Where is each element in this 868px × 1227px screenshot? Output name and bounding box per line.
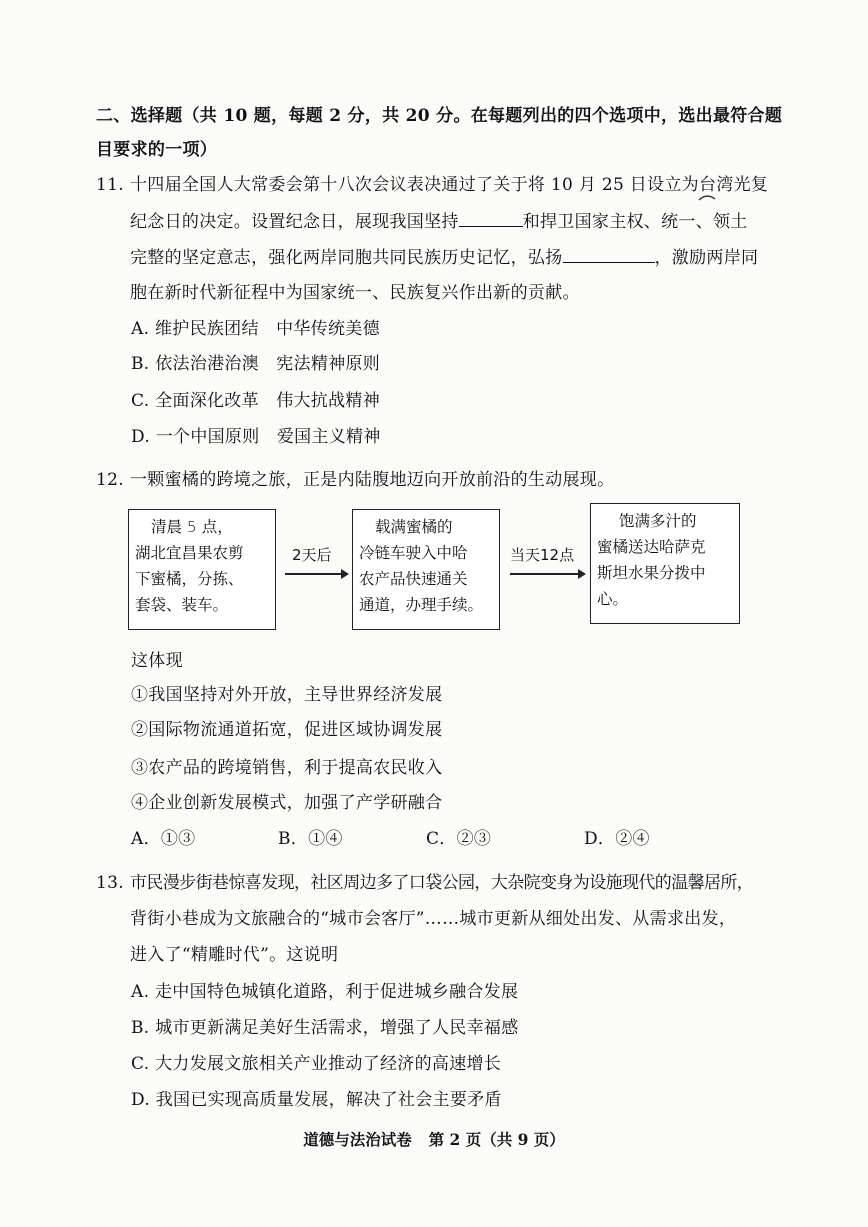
q12-option-b[interactable]: B．①④ [278, 829, 343, 849]
q11-stem-line4: 胞在新时代新征程中为国家统一、民族复兴作出新的贡献。 [130, 283, 580, 303]
flow-box-2-line: 冷链车驶入中哈 [359, 544, 468, 562]
q11-stem-line3: 完整的坚定意志，强化两岸同胞共同民族历史记忆，弘扬 ，激励两岸同 [130, 248, 759, 268]
q11-stem-line1: 十四届全国人大常委会第十八次会议表决通过了关于将 10 月 25 日设立为台 湾光复 [130, 174, 768, 196]
flow-box-2-line: 通道，办理手续。 [359, 596, 484, 614]
q12-option-d[interactable]: D．②④ [584, 829, 650, 849]
flow-box-3-line: 饱满多汁的 [619, 512, 697, 530]
flow-box-1-line: 清晨 5 点， [151, 518, 233, 536]
flow-box-3-line: 蜜橘送达哈萨克 [597, 538, 706, 556]
handwritten-mark: 台 [699, 174, 716, 196]
q13-option-d[interactable]: D. 我国已实现高质量发展，解决了社会主要矛盾 [131, 1090, 502, 1110]
q11-number: 11. [96, 175, 124, 195]
q12-lead: 这体现 [131, 651, 183, 671]
flow-arrow-2 [510, 573, 584, 575]
flow-box-1 [128, 509, 276, 630]
q12-statement-3: ③农产品的跨境销售，利于提高农民收入 [131, 758, 443, 778]
flow-box-2-line: 载满蜜橘的 [375, 518, 453, 536]
q12-number: 12. [96, 470, 124, 490]
footer-page-number: 第 2 页（共 9 页） [428, 1130, 565, 1149]
q13-option-a[interactable]: A. 走中国特色城镇化道路，利于促进城乡融合发展 [131, 982, 519, 1002]
q12-statement-2: ②国际物流通道拓宽，促进区域协调发展 [131, 720, 443, 740]
q11-option-a[interactable]: A. 维护民族团结 中华传统美德 [131, 319, 380, 339]
flow-box-1-line: 下蜜橘，分拣、 [135, 570, 244, 588]
q13-number: 13. [96, 873, 124, 893]
section-heading-line1: 二、选择题（共 10 题，每题 2 分，共 20 分。在每题列出的四个选项中，选出最符合题 [96, 106, 783, 126]
q12-statement-1: ①我国坚持对外开放，主导世界经济发展 [131, 685, 443, 705]
flow-box-3-line: 斯坦水果分拨中 [597, 564, 706, 582]
footer-subject: 道德与法治试卷 [303, 1130, 412, 1149]
flow-box-3-line: 心。 [597, 590, 629, 608]
q13-stem-line2: 背街小巷成为文旅融合的“城市会客厅”……城市更新从细处出发、从需求出发， [130, 909, 737, 929]
flow-box-3 [590, 503, 740, 624]
flow-arrow-1-label: 2天后 [292, 546, 332, 564]
q13-stem-line1: 市民漫步街巷惊喜发现，社区周边多了口袋公园，大杂院变身为设施现代的温馨居所， [130, 873, 754, 893]
answer-blank-1 [459, 210, 523, 227]
flow-box-1-line: 套袋、装车。 [135, 596, 229, 614]
q11-option-c[interactable]: C. 全面深化改革 伟大抗战精神 [131, 391, 381, 411]
answer-blank-2 [563, 246, 655, 263]
q12-option-a[interactable]: A．①③ [131, 829, 196, 849]
flow-box-2-line: 农产品快速通关 [359, 570, 468, 588]
q13-option-c[interactable]: C. 大力发展文旅相关产业推动了经济的高速增长 [131, 1054, 502, 1074]
q11-option-d[interactable]: D. 一个中国原则 爱国主义精神 [131, 427, 381, 447]
q12-stem: 一颗蜜橘的跨境之旅，正是内陆腹地迈向开放前沿的生动展现。 [130, 470, 615, 490]
flow-arrow-1 [285, 573, 347, 575]
section-heading-line2: 目要求的一项） [96, 140, 218, 160]
flow-box-1-line: 湖北宜昌果农剪 [135, 544, 244, 562]
flow-box-2 [352, 509, 500, 630]
q12-statement-4: ④企业创新发展模式，加强了产学研融合 [131, 793, 443, 813]
q11-option-b[interactable]: B. 依法治港治澳 宪法精神原则 [131, 354, 381, 374]
q12-option-c[interactable]: C．②③ [426, 829, 492, 849]
flow-arrow-2-label: 当天12点 [510, 546, 575, 564]
q11-stem-line2: 纪念日的决定。设置纪念日，展现我国坚持 和捍卫国家主权、统一、领土 [130, 212, 748, 232]
q13-option-b[interactable]: B. 城市更新满足美好生活需求，增强了人民幸福感 [131, 1018, 519, 1038]
page-footer [0, 1128, 868, 1150]
q13-stem-line3: 进入了“精雕时代”。这说明 [130, 945, 339, 965]
